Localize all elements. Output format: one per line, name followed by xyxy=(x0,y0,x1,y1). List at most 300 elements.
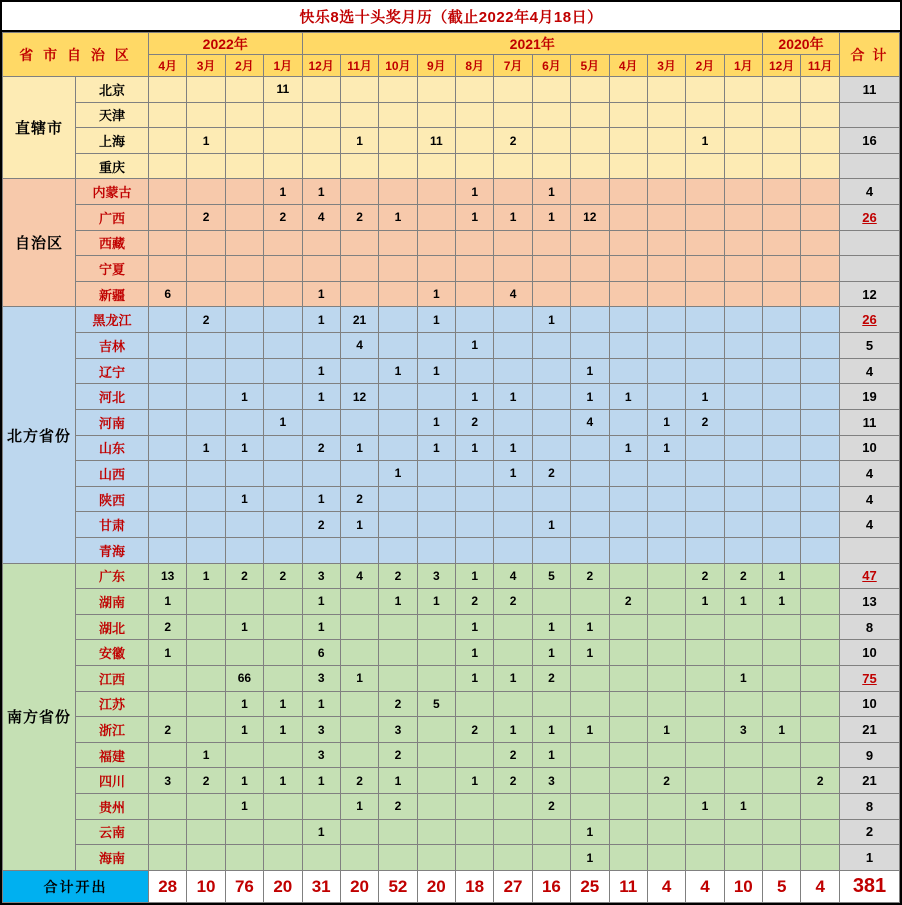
count-cell: 1 xyxy=(379,358,417,384)
count-cell xyxy=(686,307,724,333)
table-row xyxy=(3,742,900,768)
count-cell xyxy=(302,845,340,871)
count-cell: 1 xyxy=(647,435,685,461)
count-cell: 1 xyxy=(724,589,762,615)
count-cell: 1 xyxy=(609,435,647,461)
count-cell xyxy=(417,614,455,640)
count-cell xyxy=(686,486,724,512)
count-cell xyxy=(801,640,840,666)
count-cell xyxy=(494,794,532,820)
count-cell xyxy=(763,794,801,820)
count-cell xyxy=(417,486,455,512)
count-cell xyxy=(149,512,187,538)
count-cell xyxy=(417,794,455,820)
count-cell xyxy=(609,230,647,256)
header-month-17: 12月 xyxy=(763,55,801,77)
count-cell xyxy=(187,461,225,487)
count-cell xyxy=(571,102,609,128)
count-cell xyxy=(609,128,647,154)
count-cell: 1 xyxy=(302,358,340,384)
row-total: 10 xyxy=(840,640,900,666)
row-total: 5 xyxy=(840,333,900,359)
count-cell xyxy=(801,77,840,103)
count-cell xyxy=(801,230,840,256)
count-cell xyxy=(494,333,532,359)
count-cell xyxy=(379,666,417,692)
count-cell xyxy=(609,640,647,666)
count-cell: 1 xyxy=(571,717,609,743)
count-cell xyxy=(379,845,417,871)
header-month-12: 5月 xyxy=(571,55,609,77)
table-row xyxy=(3,307,900,333)
count-cell: 1 xyxy=(225,486,263,512)
count-cell: 21 xyxy=(340,307,378,333)
count-cell xyxy=(187,614,225,640)
count-cell: 1 xyxy=(302,691,340,717)
count-cell: 1 xyxy=(494,717,532,743)
count-cell xyxy=(801,435,840,461)
count-cell xyxy=(801,589,840,615)
count-cell: 2 xyxy=(340,486,378,512)
count-cell xyxy=(647,589,685,615)
count-cell xyxy=(801,717,840,743)
count-cell: 2 xyxy=(379,742,417,768)
count-cell: 13 xyxy=(149,563,187,589)
count-cell xyxy=(686,358,724,384)
province-name: 河北 xyxy=(76,384,149,410)
header-year-group: 2020年 xyxy=(763,33,840,55)
count-cell: 1 xyxy=(187,128,225,154)
count-cell: 1 xyxy=(494,461,532,487)
count-cell xyxy=(647,307,685,333)
count-cell xyxy=(724,819,762,845)
count-cell xyxy=(149,461,187,487)
row-total xyxy=(840,102,900,128)
count-cell xyxy=(187,691,225,717)
province-name: 江苏 xyxy=(76,691,149,717)
count-cell: 1 xyxy=(686,384,724,410)
count-cell xyxy=(724,128,762,154)
count-cell: 1 xyxy=(225,435,263,461)
count-cell xyxy=(302,153,340,179)
province-name: 广东 xyxy=(76,563,149,589)
count-cell xyxy=(494,640,532,666)
count-cell xyxy=(686,717,724,743)
count-cell xyxy=(571,179,609,205)
count-cell: 12 xyxy=(571,205,609,231)
count-cell xyxy=(494,307,532,333)
count-cell xyxy=(801,742,840,768)
count-cell: 1 xyxy=(302,281,340,307)
count-cell xyxy=(302,333,340,359)
count-cell xyxy=(763,512,801,538)
count-cell xyxy=(264,742,302,768)
count-cell: 1 xyxy=(571,819,609,845)
count-cell: 1 xyxy=(225,768,263,794)
count-cell xyxy=(647,512,685,538)
province-name: 山东 xyxy=(76,435,149,461)
table-row xyxy=(3,537,900,563)
count-cell xyxy=(187,666,225,692)
row-total: 4 xyxy=(840,486,900,512)
lottery-month-table xyxy=(2,32,900,903)
count-cell xyxy=(187,256,225,282)
count-cell xyxy=(724,230,762,256)
count-cell xyxy=(801,461,840,487)
count-cell xyxy=(456,128,494,154)
count-cell xyxy=(609,486,647,512)
count-cell xyxy=(225,819,263,845)
count-cell xyxy=(686,614,724,640)
province-name: 重庆 xyxy=(76,153,149,179)
count-cell xyxy=(763,845,801,871)
count-cell xyxy=(456,819,494,845)
count-cell xyxy=(647,537,685,563)
header-month-8: 9月 xyxy=(417,55,455,77)
count-cell xyxy=(340,230,378,256)
count-cell xyxy=(571,256,609,282)
count-cell xyxy=(379,384,417,410)
row-total xyxy=(840,256,900,282)
count-cell xyxy=(801,333,840,359)
province-name: 贵州 xyxy=(76,794,149,820)
count-cell: 1 xyxy=(456,640,494,666)
count-cell xyxy=(647,640,685,666)
row-total xyxy=(840,230,900,256)
count-cell xyxy=(763,435,801,461)
count-cell xyxy=(647,819,685,845)
count-cell xyxy=(571,153,609,179)
count-cell: 1 xyxy=(340,435,378,461)
table-row xyxy=(3,281,900,307)
count-cell xyxy=(417,77,455,103)
count-cell xyxy=(149,537,187,563)
count-cell xyxy=(225,640,263,666)
count-cell xyxy=(340,845,378,871)
row-total: 11 xyxy=(840,77,900,103)
count-cell xyxy=(302,794,340,820)
count-cell xyxy=(187,281,225,307)
count-cell xyxy=(724,153,762,179)
count-cell xyxy=(724,691,762,717)
count-cell xyxy=(456,281,494,307)
count-cell xyxy=(609,614,647,640)
count-cell xyxy=(456,537,494,563)
count-cell xyxy=(494,409,532,435)
count-cell: 3 xyxy=(379,717,417,743)
count-cell xyxy=(724,307,762,333)
count-cell xyxy=(494,486,532,512)
count-cell xyxy=(149,409,187,435)
count-cell xyxy=(801,409,840,435)
count-cell xyxy=(340,179,378,205)
count-cell xyxy=(187,794,225,820)
count-cell xyxy=(763,205,801,231)
header-month-15: 2月 xyxy=(686,55,724,77)
count-cell xyxy=(571,512,609,538)
count-cell xyxy=(187,384,225,410)
count-cell: 2 xyxy=(379,794,417,820)
count-cell: 2 xyxy=(264,563,302,589)
table-row xyxy=(3,512,900,538)
count-cell xyxy=(379,409,417,435)
count-cell xyxy=(417,845,455,871)
header-month-11: 6月 xyxy=(532,55,570,77)
count-cell xyxy=(647,614,685,640)
count-cell: 1 xyxy=(456,614,494,640)
count-cell xyxy=(647,358,685,384)
footer-month-total: 5 xyxy=(763,871,801,903)
row-total: 8 xyxy=(840,614,900,640)
header-month-3: 2月 xyxy=(225,55,263,77)
province-name: 吉林 xyxy=(76,333,149,359)
count-cell xyxy=(532,486,570,512)
count-cell xyxy=(225,333,263,359)
count-cell xyxy=(149,691,187,717)
count-cell: 2 xyxy=(149,717,187,743)
count-cell xyxy=(724,205,762,231)
region-group-label: 自治区 xyxy=(3,179,76,307)
count-cell xyxy=(379,640,417,666)
count-cell xyxy=(149,742,187,768)
count-cell xyxy=(609,358,647,384)
count-cell: 1 xyxy=(379,589,417,615)
count-cell xyxy=(417,230,455,256)
count-cell xyxy=(686,153,724,179)
count-cell xyxy=(532,409,570,435)
count-cell: 1 xyxy=(225,717,263,743)
table-row xyxy=(3,717,900,743)
count-cell xyxy=(187,358,225,384)
count-cell: 1 xyxy=(532,640,570,666)
row-total: 21 xyxy=(840,768,900,794)
footer-month-total: 76 xyxy=(225,871,263,903)
count-cell: 1 xyxy=(494,384,532,410)
count-cell xyxy=(609,768,647,794)
count-cell xyxy=(532,230,570,256)
count-cell: 6 xyxy=(302,640,340,666)
count-cell xyxy=(225,153,263,179)
count-cell xyxy=(571,230,609,256)
row-total: 75 xyxy=(840,666,900,692)
row-total: 26 xyxy=(840,307,900,333)
count-cell xyxy=(647,256,685,282)
count-cell xyxy=(609,333,647,359)
count-cell xyxy=(801,666,840,692)
count-cell xyxy=(302,128,340,154)
count-cell xyxy=(609,742,647,768)
count-cell: 2 xyxy=(532,461,570,487)
count-cell: 2 xyxy=(264,205,302,231)
count-cell xyxy=(686,691,724,717)
count-cell: 1 xyxy=(456,205,494,231)
footer-month-total: 4 xyxy=(686,871,724,903)
count-cell: 1 xyxy=(187,435,225,461)
count-cell: 5 xyxy=(417,691,455,717)
row-total: 13 xyxy=(840,589,900,615)
count-cell xyxy=(763,614,801,640)
count-cell: 1 xyxy=(456,179,494,205)
count-cell xyxy=(302,537,340,563)
count-cell: 1 xyxy=(724,794,762,820)
count-cell xyxy=(801,384,840,410)
count-cell xyxy=(609,666,647,692)
count-cell xyxy=(417,742,455,768)
count-cell xyxy=(532,691,570,717)
count-cell: 1 xyxy=(494,666,532,692)
footer-month-total: 20 xyxy=(264,871,302,903)
count-cell xyxy=(609,845,647,871)
row-total: 12 xyxy=(840,281,900,307)
count-cell: 1 xyxy=(686,794,724,820)
count-cell xyxy=(340,614,378,640)
count-cell xyxy=(724,179,762,205)
table-header xyxy=(3,33,900,77)
count-cell xyxy=(456,742,494,768)
count-cell xyxy=(686,537,724,563)
province-name: 福建 xyxy=(76,742,149,768)
count-cell xyxy=(763,102,801,128)
count-cell: 1 xyxy=(225,691,263,717)
count-cell xyxy=(647,230,685,256)
count-cell: 1 xyxy=(302,614,340,640)
count-cell: 1 xyxy=(532,717,570,743)
count-cell: 1 xyxy=(686,589,724,615)
count-cell: 2 xyxy=(571,563,609,589)
table-row xyxy=(3,845,900,871)
count-cell: 1 xyxy=(340,794,378,820)
province-name: 云南 xyxy=(76,819,149,845)
footer-month-total: 11 xyxy=(609,871,647,903)
count-cell: 2 xyxy=(302,435,340,461)
count-cell xyxy=(225,179,263,205)
table-row xyxy=(3,563,900,589)
footer-month-total: 10 xyxy=(187,871,225,903)
count-cell xyxy=(571,537,609,563)
count-cell: 1 xyxy=(264,691,302,717)
row-total: 16 xyxy=(840,128,900,154)
count-cell xyxy=(379,819,417,845)
count-cell xyxy=(647,102,685,128)
count-cell xyxy=(763,537,801,563)
footer-month-total: 31 xyxy=(302,871,340,903)
province-name: 新疆 xyxy=(76,281,149,307)
table-row xyxy=(3,691,900,717)
row-total: 4 xyxy=(840,512,900,538)
count-cell: 1 xyxy=(571,845,609,871)
count-cell xyxy=(763,384,801,410)
row-total: 47 xyxy=(840,563,900,589)
count-cell xyxy=(456,691,494,717)
count-cell xyxy=(686,461,724,487)
count-cell xyxy=(225,281,263,307)
count-cell: 1 xyxy=(609,384,647,410)
table-row xyxy=(3,230,900,256)
count-cell xyxy=(340,589,378,615)
count-cell xyxy=(686,205,724,231)
count-cell xyxy=(686,333,724,359)
table-row xyxy=(3,153,900,179)
count-cell xyxy=(379,128,417,154)
count-cell: 2 xyxy=(494,589,532,615)
footer-month-total: 52 xyxy=(379,871,417,903)
province-name: 黑龙江 xyxy=(76,307,149,333)
footer-month-total: 27 xyxy=(494,871,532,903)
count-cell: 2 xyxy=(187,307,225,333)
count-cell: 1 xyxy=(417,358,455,384)
count-cell xyxy=(494,512,532,538)
header-month-2: 3月 xyxy=(187,55,225,77)
count-cell xyxy=(149,666,187,692)
count-cell: 1 xyxy=(532,614,570,640)
province-name: 西藏 xyxy=(76,230,149,256)
count-cell xyxy=(417,179,455,205)
count-cell: 1 xyxy=(571,640,609,666)
count-cell xyxy=(149,230,187,256)
count-cell: 2 xyxy=(187,768,225,794)
count-cell: 1 xyxy=(456,563,494,589)
count-cell: 2 xyxy=(686,409,724,435)
province-name: 安徽 xyxy=(76,640,149,666)
count-cell xyxy=(187,717,225,743)
count-cell xyxy=(532,333,570,359)
count-cell: 1 xyxy=(456,435,494,461)
count-cell xyxy=(532,589,570,615)
province-name: 湖北 xyxy=(76,614,149,640)
count-cell xyxy=(686,640,724,666)
count-cell xyxy=(494,230,532,256)
count-cell xyxy=(340,640,378,666)
footer-row xyxy=(3,871,900,903)
count-cell xyxy=(647,281,685,307)
count-cell xyxy=(532,102,570,128)
count-cell xyxy=(532,77,570,103)
count-cell xyxy=(763,128,801,154)
count-cell: 1 xyxy=(417,435,455,461)
province-name: 山西 xyxy=(76,461,149,487)
row-total: 4 xyxy=(840,461,900,487)
count-cell xyxy=(340,281,378,307)
count-cell: 3 xyxy=(302,666,340,692)
count-cell: 1 xyxy=(264,768,302,794)
count-cell xyxy=(340,819,378,845)
count-cell: 2 xyxy=(724,563,762,589)
count-cell: 2 xyxy=(187,205,225,231)
count-cell xyxy=(763,256,801,282)
count-cell xyxy=(264,230,302,256)
count-cell: 2 xyxy=(379,691,417,717)
count-cell xyxy=(801,486,840,512)
count-cell: 4 xyxy=(494,281,532,307)
count-cell: 1 xyxy=(571,384,609,410)
count-cell xyxy=(149,819,187,845)
count-cell xyxy=(456,845,494,871)
count-cell xyxy=(763,768,801,794)
count-cell: 1 xyxy=(302,589,340,615)
count-cell xyxy=(149,128,187,154)
count-cell xyxy=(264,256,302,282)
count-cell: 1 xyxy=(571,614,609,640)
count-cell xyxy=(379,77,417,103)
count-cell: 1 xyxy=(647,717,685,743)
count-cell: 2 xyxy=(686,563,724,589)
count-cell xyxy=(379,179,417,205)
count-cell: 1 xyxy=(456,768,494,794)
count-cell xyxy=(801,691,840,717)
count-cell xyxy=(340,409,378,435)
count-cell xyxy=(609,256,647,282)
count-cell xyxy=(149,256,187,282)
